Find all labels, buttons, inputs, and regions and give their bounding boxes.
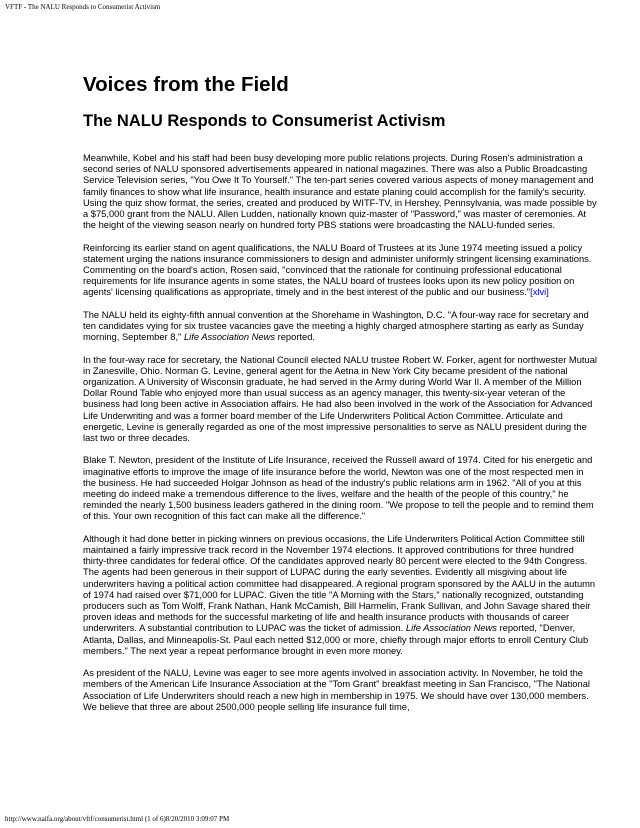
article-body — [83, 153, 599, 724]
section-title: The NALU Responds to Consumerist Activism — [83, 112, 446, 130]
publication-name: Life Association News — [405, 623, 497, 634]
paragraph-5: Blake T. Newton, president of the Institute of Life Insurance, received the Russell award of 1974. Cited for his energetic and imaginative efforts to improve the image of life insurance before the world, Newton was one of the most respected men in the business. He had succeeded Holgar Johnson as head of the industry's public relations arm in 1962. "All of you at this meeting do indeed make a tremendous difference to the lives, welfare and the health of the people of this country," he reminded the nearly 1,500 business leaders gathered in the dining room. "We propose to tell the people and to remind them of this. Your own recognition of this fact can make all the difference." — [83, 455, 594, 522]
print-header: VFTF - The NALU Responds to Consumerist Activism — [5, 3, 161, 11]
paragraph-3-text: The NALU held its eighty-fifth annual convention at the Shorehame in Washington, D.C. "A four-way race for secretary and ten candidates vying for six trustee vacancies gave the meeting a highly charged atmosphere starting as early as Sunday morning, September 8," — [83, 309, 589, 343]
page-title: Voices from the Field — [83, 73, 289, 96]
paragraph-1: Meanwhile, Kobel and his staff had been busy developing more public relations projects. During Rosen's administration a second series of NALU sponsored advertisements appeared in national magazines. There was also a Public Broadcasting Service Television series, "You Owe It To Yourself." The ten-part series covered various aspects of money management and family finances to show what life insurance, health insurance and estate planing could accomplish for the family's security. Using the quiz show format, the series, created and produced by WITF-TV, in Hershey, Pennsylvania, was made possible by a $75,000 grant from the NALU. Allen Ludden, nationally known quiz-master of "Password," was master of ceremonies. At the height of the viewing season nearly on hundred forty PBS stations were broadcasting the NALU-funded series. — [83, 153, 597, 231]
paragraph-6-text: Although it had done better in picking winners on previous occasions, the Life Underwriters Political Action Committee still maintained a fairly impressive track record in the November 1974 elections. It approved contributions for three hundred thirty-three candidates for federal office. Of the candidates approved nearly 80 percent were elected to the 94th Congress. The agents had been generous in their support of LUPAC during the early seventies. Evidently all misgiving about life underwriters having a political action committee had disappeared. A regional program sponsored by the AALU in the autumn of 1974 had raised over $71,000 for LUPAC. Given the title "A Morning with the Stars," nationally recognized, outstanding producers such as Tom Wolff, Frank Nathan, Hank McCamish, Bill Harmelin, Frank Sullivan, and John Savage shared their proven ideas and methods for the successful marketing of life and health insurance products with thousands of career underwriters. A substantial contribution to LUPAC was the ticket of admission. — [83, 533, 596, 634]
paragraph-2-text: Reinforcing its earlier stand on agent qualifications, the NALU Board of Trustees at its June 1974 meeting issued a policy statement urging the nations insurance commissioners to design and administer uniformly stringent licensing examinations. Commenting on the board's action, Rosen said, "convinced that the rationale for continuing professional educational requirements for life insurance agents in some states, the NALU board of trustees looks upon its new policy position on agents' licensing qualifications as appropriate, timely and in the best interest of the public and our business." — [83, 242, 592, 298]
footnote-link[interactable]: [xlvi] — [530, 287, 549, 298]
paragraph-6 — [83, 534, 599, 657]
paragraph-6-tail: reported, "Denver, Atlanta, Dallas, and Minneapolis-St. Paul each netted $12,000 or more, chiefly through major efforts to enroll Century Club members." The next year a repeat performance brought in even more money. — [83, 623, 589, 656]
paragraph-2 — [83, 243, 599, 299]
publication-name: Life Association News — [183, 332, 276, 343]
paragraph-3 — [83, 310, 599, 344]
print-footer-url: http://www.naifa.org/about/vftf/consumerist.html (1 of 6)8/20/2010 3:09:07 PM — [5, 815, 230, 823]
paragraph-7: As president of the NALU, Levine was eager to see more agents involved in association activity. In November, he told the members of the American Life Insurance Association at the "Tom Grant" breakfast meeting in San Francisco, "The National Association of Life Underwriters should reach a new high in membership in 1975. We should have over 130,000 members. We believe that three are about 2500,000 people selling life insurance full time, — [83, 668, 590, 712]
paragraph-4: In the four-way race for secretary, the National Council elected NALU trustee Robert W. Forker, agent for northwester Mutual in Zanesville, Ohio. Norman G. Levine, general agent for the Aetna in New York City became president of the national organization. A University of Wisconsin graduate, he had served in the Army during World War II. A member of the Million Dollar Round Table who enjoyed more than usual success as an agency manager, this twenty-six-year veteran of the business had long been active in Association affairs. He had also been involved in the work of the Association for Advanced Life Underwriting and was a former board member of the Life Underwriters Political Action Committee. Articulate and energetic, Levine is generally regarded as one of the most impressive personalities to serve as NALU president during the last two or three decades. — [83, 354, 597, 444]
paragraph-3-tail: reported. — [275, 332, 316, 343]
